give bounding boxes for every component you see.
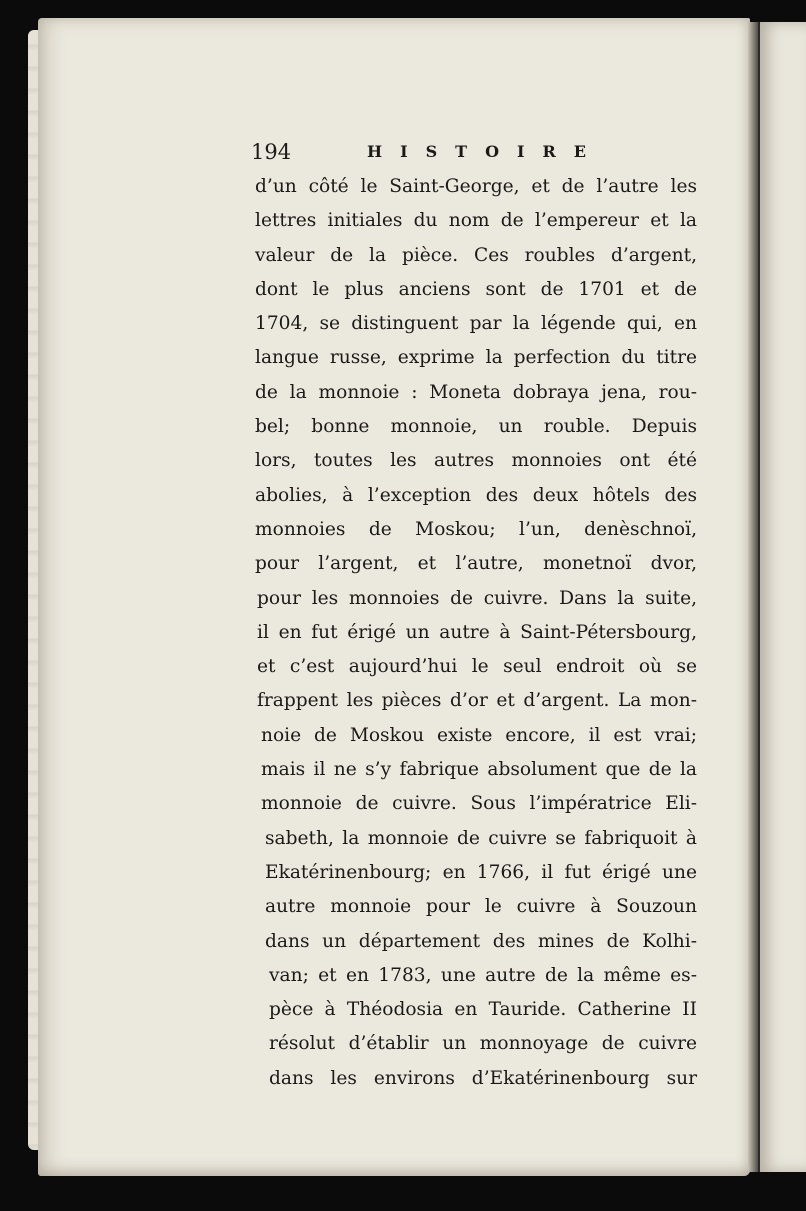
text-line: d’un côté le Saint-George, et de l’autre les: [255, 176, 697, 197]
text-line: pour l’argent, et l’autre, monetnoï dvor,: [255, 553, 697, 575]
running-title: HISTOIRE: [367, 142, 604, 161]
text-line: langue russe, exprime la perfection du titre: [255, 347, 697, 369]
text-line: monnoies de Moskou; l’un, denèschnoï,: [255, 518, 697, 540]
text-line: bel; bonne monnoie, un rouble. Depuis: [255, 416, 697, 438]
text-line: de la monnoie : Moneta dobraya jena, rou-: [255, 381, 697, 403]
text-line: résolut d’établir un monnoyage de cuivre: [269, 1033, 697, 1055]
text-line: pour les monnoies de cuivre. Dans la suite,: [257, 587, 697, 609]
text-line: autre monnoie pour le cuivre à Souzoun: [265, 896, 697, 918]
text-line: frappent les pièces d’or et d’argent. La mon-: [257, 690, 697, 712]
text-line: valeur de la pièce. Ces roubles d’argent,: [255, 244, 697, 266]
text-line: dont le plus anciens sont de 1701 et de: [255, 278, 697, 300]
text-line: et c’est aujourd’hui le seul endroit où se: [257, 656, 697, 678]
text-line: monnoie de cuivre. Sous l’impératrice Eli-: [261, 793, 697, 815]
text-line: 1704, se distinguent par la légende qui, en: [255, 313, 697, 335]
text-line: noie de Moskou existe encore, il est vrai;: [261, 724, 697, 746]
page-number: 194: [251, 140, 292, 164]
text-line: van; et en 1783, une autre de la même es-: [269, 964, 697, 986]
text-line: dans les environs d’Ekatérinenbourg sur: [269, 1067, 697, 1089]
text-line: mais il ne s’y fabrique absolument que de la: [261, 759, 697, 781]
text-line: sabeth, la monnoie de cuivre se fabriquoit à: [265, 827, 697, 849]
text-line: il en fut érigé un autre à Saint-Pétersbourg,: [257, 621, 697, 643]
text-line: lettres initiales du nom de l’empereur et la: [255, 210, 697, 232]
text-line: abolies, à l’exception des deux hôtels des: [255, 484, 697, 506]
text-line: dans un département des mines de Kolhi-: [265, 930, 697, 952]
text-line: lors, toutes les autres monnoies ont été: [255, 450, 697, 472]
page-header: [251, 138, 691, 166]
facing-page-edge: [758, 22, 806, 1172]
text-line: pèce à Théodosia en Tauride. Catherine II: [269, 999, 697, 1021]
text-line: Ekatérinenbourg; en 1766, il fut érigé une: [265, 861, 697, 883]
body-text: [255, 170, 697, 1096]
